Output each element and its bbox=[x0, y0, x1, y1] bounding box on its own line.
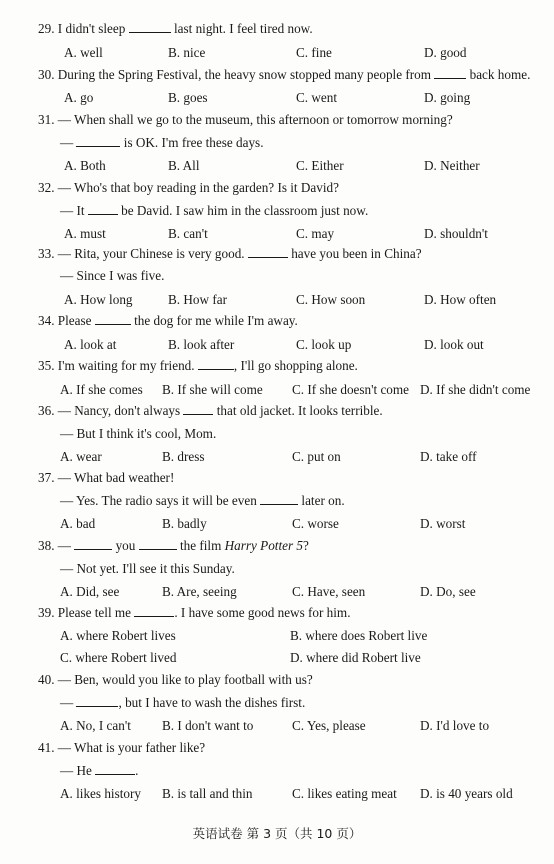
answer-blank bbox=[134, 605, 174, 617]
dialogue-line bbox=[60, 763, 138, 779]
stem-text: — bbox=[60, 135, 77, 150]
question-number: 33. bbox=[38, 246, 58, 261]
answer-option[interactable]: C. likes eating meat bbox=[292, 786, 397, 801]
answer-option[interactable]: D. worst bbox=[420, 516, 466, 531]
answer-blank bbox=[248, 246, 288, 258]
answer-option[interactable]: D. If she didn't come bbox=[420, 382, 531, 397]
answer-option[interactable]: A. No, I can't bbox=[60, 718, 131, 733]
dialogue-line bbox=[60, 135, 264, 151]
stem-text: — It bbox=[60, 203, 88, 218]
answer-option[interactable]: C. worse bbox=[292, 516, 339, 531]
answer-option[interactable]: C. Either bbox=[296, 158, 344, 173]
answer-blank bbox=[76, 695, 118, 707]
answer-blank bbox=[139, 538, 177, 550]
stem-text: Please bbox=[57, 313, 95, 328]
stem-text: During the Spring Festival, the heavy snow stopped many people from bbox=[57, 67, 435, 82]
question-number: 41. bbox=[38, 740, 58, 755]
stem-text: back home. bbox=[466, 67, 531, 82]
question-stem bbox=[38, 403, 383, 419]
question-stem bbox=[38, 538, 309, 554]
answer-option[interactable]: B. dress bbox=[162, 449, 205, 464]
answer-option[interactable]: C. went bbox=[296, 90, 338, 105]
question-stem bbox=[38, 112, 453, 128]
answer-option[interactable]: A. If she comes bbox=[60, 382, 143, 397]
answer-option[interactable]: D. take off bbox=[420, 449, 477, 464]
question-number: 32. bbox=[38, 180, 58, 195]
question-number: 37. bbox=[38, 470, 58, 485]
stem-text: Please tell me bbox=[57, 605, 135, 620]
answer-option[interactable]: D. is 40 years old bbox=[420, 786, 513, 801]
stem-text: — Nancy, don't always bbox=[57, 403, 184, 418]
answer-blank bbox=[95, 763, 135, 775]
stem-text: , I'll go shopping alone. bbox=[233, 358, 358, 373]
stem-text: you bbox=[112, 538, 139, 553]
question-stem bbox=[38, 672, 313, 688]
answer-option[interactable]: D. where did Robert live bbox=[290, 650, 421, 665]
answer-option[interactable]: A. must bbox=[64, 226, 106, 241]
question-stem bbox=[38, 67, 530, 83]
dialogue-line bbox=[60, 561, 235, 577]
answer-option[interactable]: A. bad bbox=[60, 516, 96, 531]
question-number: 31. bbox=[38, 112, 58, 127]
question-stem bbox=[38, 313, 298, 329]
answer-option[interactable]: C. fine bbox=[296, 45, 332, 60]
answer-blank bbox=[95, 313, 131, 325]
stem-text: — He bbox=[60, 763, 96, 778]
question-number: 40. bbox=[38, 672, 58, 687]
dialogue-line bbox=[60, 426, 216, 442]
answer-option[interactable]: A. wear bbox=[60, 449, 102, 464]
answer-option[interactable]: D. shouldn't bbox=[424, 226, 488, 241]
answer-option[interactable]: B. If she will come bbox=[162, 382, 263, 397]
answer-option[interactable]: A. go bbox=[64, 90, 94, 105]
answer-option[interactable]: D. I'd love to bbox=[420, 718, 490, 733]
answer-option[interactable]: A. likes history bbox=[60, 786, 141, 801]
question-stem bbox=[38, 21, 313, 37]
stem-text: later on. bbox=[298, 493, 345, 508]
stem-text: I'm waiting for my friend. bbox=[57, 358, 198, 373]
question-stem bbox=[38, 246, 422, 262]
question-number: 29. bbox=[38, 21, 58, 36]
stem-text: — But I think it's cool, Mom. bbox=[60, 426, 217, 441]
stem-text: — Since I was five. bbox=[60, 268, 165, 283]
answer-option[interactable]: B. Are, seeing bbox=[162, 584, 237, 599]
question-number: 30. bbox=[38, 67, 58, 82]
answer-option[interactable]: C. put on bbox=[292, 449, 341, 464]
question-stem bbox=[38, 605, 351, 621]
question-stem bbox=[38, 358, 358, 374]
answer-option[interactable]: C. How soon bbox=[296, 292, 366, 307]
answer-option[interactable]: B. can't bbox=[168, 226, 208, 241]
dialogue-line bbox=[60, 203, 368, 219]
answer-option[interactable]: A. well bbox=[64, 45, 103, 60]
answer-option[interactable]: D. Do, see bbox=[420, 584, 476, 599]
dialogue-line bbox=[60, 268, 164, 284]
stem-text: — Ben, would you like to play football with us? bbox=[57, 672, 313, 687]
answer-option[interactable]: A. where Robert lives bbox=[60, 628, 176, 643]
answer-blank bbox=[129, 21, 171, 33]
stem-text: that old jacket. It looks terrible. bbox=[213, 403, 383, 418]
answer-option[interactable]: C. look up bbox=[296, 337, 352, 352]
stem-text: — Not yet. I'll see it this Sunday. bbox=[60, 561, 235, 576]
answer-option[interactable]: B. All bbox=[168, 158, 200, 173]
stem-text: — Who's that boy reading in the garden? Is it David? bbox=[57, 180, 339, 195]
dialogue-line bbox=[60, 493, 345, 509]
question-stem bbox=[38, 180, 339, 196]
stem-text: . bbox=[135, 763, 139, 778]
answer-option[interactable]: A. look at bbox=[64, 337, 117, 352]
stem-text: I didn't sleep bbox=[57, 21, 129, 36]
question-number: 34. bbox=[38, 313, 58, 328]
answer-option[interactable]: C. Yes, please bbox=[292, 718, 366, 733]
answer-option[interactable]: D. going bbox=[424, 90, 471, 105]
question-number: 36. bbox=[38, 403, 58, 418]
answer-option[interactable]: B. goes bbox=[168, 90, 208, 105]
stem-text: — What is your father like? bbox=[57, 740, 206, 755]
question-stem bbox=[38, 470, 174, 486]
stem-text: is OK. I'm free these days. bbox=[120, 135, 264, 150]
answer-option[interactable]: C. where Robert lived bbox=[60, 650, 177, 665]
stem-text: — Rita, your Chinese is very good. bbox=[57, 246, 248, 261]
answer-option[interactable]: B. I don't want to bbox=[162, 718, 254, 733]
stem-text: have you been in China? bbox=[287, 246, 422, 261]
question-number: 38. bbox=[38, 538, 58, 553]
stem-text: — bbox=[60, 695, 77, 710]
stem-text: — Yes. The radio says it will be even bbox=[60, 493, 261, 508]
answer-option[interactable]: B. is tall and thin bbox=[162, 786, 253, 801]
question-number: 39. bbox=[38, 605, 58, 620]
answer-blank bbox=[88, 203, 118, 215]
stem-text: the film bbox=[176, 538, 225, 553]
stem-text: be David. I saw him in the classroom just now. bbox=[117, 203, 369, 218]
answer-option[interactable]: C. If she doesn't come bbox=[292, 382, 410, 397]
answer-blank bbox=[76, 135, 120, 147]
answer-option[interactable]: D. How often bbox=[424, 292, 497, 307]
stem-text: the dog for me while I'm away. bbox=[130, 313, 298, 328]
answer-option[interactable]: B. where does Robert live bbox=[290, 628, 428, 643]
answer-option[interactable]: B. badly bbox=[162, 516, 207, 531]
answer-blank bbox=[198, 358, 234, 370]
question-number: 35. bbox=[38, 358, 58, 373]
answer-option[interactable]: B. How far bbox=[168, 292, 227, 307]
answer-option[interactable]: B. look after bbox=[168, 337, 235, 352]
answer-option[interactable]: B. nice bbox=[168, 45, 206, 60]
answer-option[interactable]: C. Have, seen bbox=[292, 584, 366, 599]
answer-option[interactable]: D. good bbox=[424, 45, 467, 60]
answer-blank bbox=[74, 538, 112, 550]
answer-option[interactable]: A. Both bbox=[64, 158, 106, 173]
answer-option[interactable]: C. may bbox=[296, 226, 335, 241]
dialogue-line bbox=[60, 695, 305, 711]
answer-option[interactable]: D. look out bbox=[424, 337, 484, 352]
question-stem bbox=[38, 740, 205, 756]
stem-text: . I have some good news for him. bbox=[174, 605, 351, 620]
answer-blank bbox=[183, 403, 213, 415]
stem-text: last night. I feel tired now. bbox=[170, 21, 313, 36]
answer-option[interactable]: A. How long bbox=[64, 292, 133, 307]
answer-option[interactable]: A. Did, see bbox=[60, 584, 120, 599]
page-footer: 英语试卷 第 3 页（共 10 页） bbox=[192, 826, 362, 841]
answer-option[interactable]: D. Neither bbox=[424, 158, 480, 173]
stem-text: — What bad weather! bbox=[57, 470, 175, 485]
answer-blank bbox=[260, 493, 298, 505]
stem-text: — bbox=[57, 538, 75, 553]
stem-text: , but I have to wash the dishes first. bbox=[118, 695, 306, 710]
italic-title-text: Harry Potter 5 bbox=[224, 538, 304, 553]
stem-text: — When shall we go to the museum, this afternoon or tomorrow morning? bbox=[57, 112, 453, 127]
stem-text: ? bbox=[303, 538, 309, 553]
answer-blank bbox=[434, 67, 466, 79]
